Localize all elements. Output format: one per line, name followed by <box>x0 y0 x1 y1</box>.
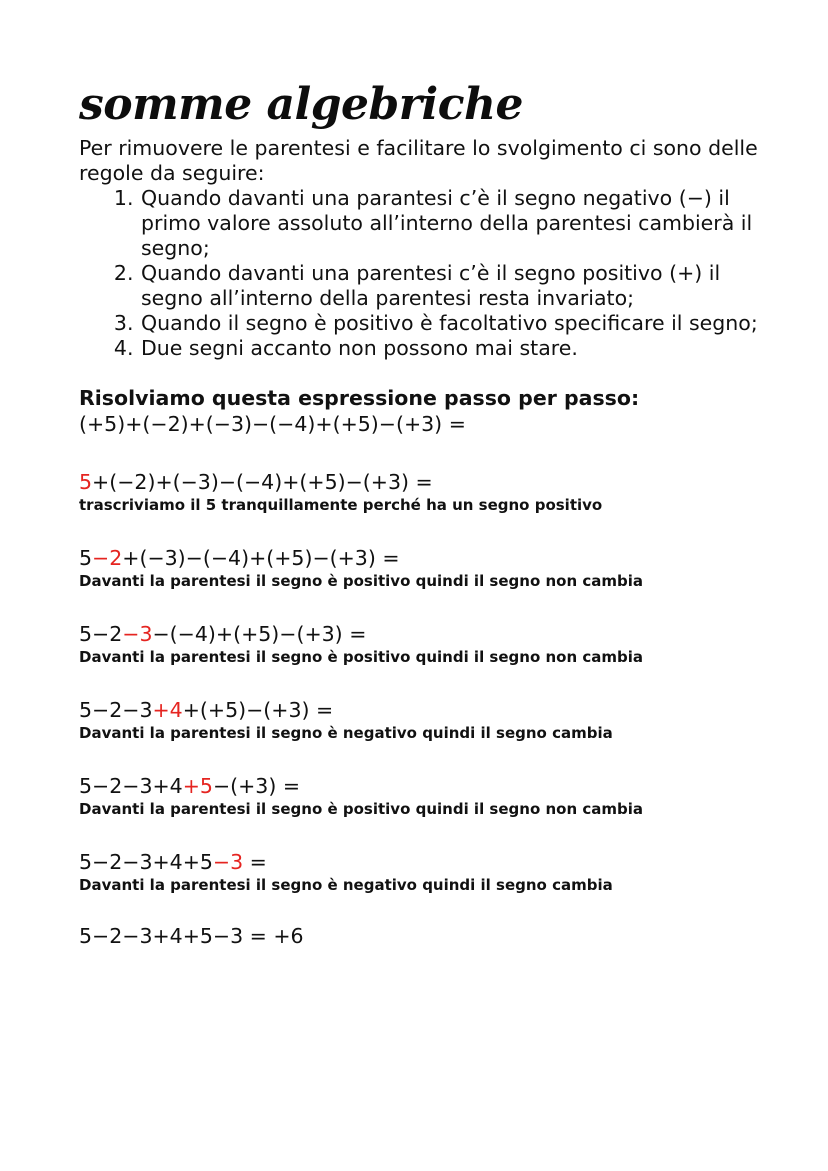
step-expr-before: 5−2 <box>79 622 123 646</box>
final-result: 5−2−3+4+5−3 = +6 <box>79 924 304 948</box>
step-expr-before: 5−2−3+4 <box>79 774 183 798</box>
rule-item: 1. Quando davanti una parantesi c’è il segno negativo (−) il primo valore assoluto all’interno della parentesi cambierà il segno; <box>140 186 769 261</box>
step-expression <box>79 773 769 799</box>
step-expr-highlight: +4 <box>152 698 183 722</box>
step-note: Davanti la parentesi il segno è negativo quindi il segno cambia <box>79 724 613 742</box>
step-expression <box>79 621 769 647</box>
step-note: Davanti la parentesi il segno è positivo quindi il segno non cambia <box>79 800 644 818</box>
step-expression <box>79 545 769 571</box>
step-block <box>79 849 769 895</box>
step-expr-after: +(+5)−(+3) = <box>182 698 334 722</box>
rule-item: 2. Quando davanti una parentesi c’è il segno positivo (+) il segno all’interno della parentesi resta invariato; <box>140 261 769 311</box>
section-heading: Risolviamo questa espressione passo per passo: <box>79 386 640 410</box>
step-expr-highlight: −3 <box>122 622 153 646</box>
step-note: Davanti la parentesi il segno è negativo quindi il segno cambia <box>79 876 613 894</box>
step-note: Davanti la parentesi il segno è positivo quindi il segno non cambia <box>79 572 644 590</box>
rules-list <box>79 186 769 361</box>
page-title: somme algebriche <box>79 79 523 130</box>
intro-paragraph: Per rimuovere le parentesi e facilitare lo svolgimento ci sono delle regole da seguire: <box>79 136 758 185</box>
step-expression <box>79 469 769 495</box>
step-block <box>79 545 769 591</box>
rule-item: 4. Due segni accanto non possono mai stare. <box>140 336 769 361</box>
step-block <box>79 773 769 819</box>
step-expr-before: 5−2−3+4+5 <box>79 850 213 874</box>
step-expr-after: +(−3)−(−4)+(+5)−(+3) = <box>122 546 400 570</box>
step-note: Davanti la parentesi il segno è positivo quindi il segno non cambia <box>79 648 644 666</box>
step-block <box>79 621 769 667</box>
step-expression <box>79 849 769 875</box>
step-note: trascriviamo il 5 tranquillamente perché ha un segno positivo <box>79 496 603 514</box>
step-expr-before: 5 <box>79 546 93 570</box>
step-block <box>79 469 769 515</box>
rule-item: 3. Quando il segno è positivo è facoltativo specificare il segno; <box>140 311 769 336</box>
initial-expression: (+5)+(−2)+(−3)−(−4)+(+5)−(+3) = <box>79 412 466 436</box>
step-expr-highlight: −3 <box>212 850 244 874</box>
step-expr-after: = <box>243 850 267 874</box>
step-expr-after: −(−4)+(+5)−(+3) = <box>152 622 367 646</box>
step-expr-after: +(−2)+(−3)−(−4)+(+5)−(+3) = <box>92 470 433 494</box>
step-expr-before: 5−2−3 <box>79 698 153 722</box>
step-block <box>79 697 769 743</box>
step-expr-after: −(+3) = <box>212 774 301 798</box>
document-page <box>79 78 769 949</box>
step-expr-highlight: 5 <box>79 470 93 494</box>
step-expr-highlight: −2 <box>92 546 123 570</box>
step-expr-highlight: +5 <box>182 774 213 798</box>
step-expression <box>79 697 769 723</box>
